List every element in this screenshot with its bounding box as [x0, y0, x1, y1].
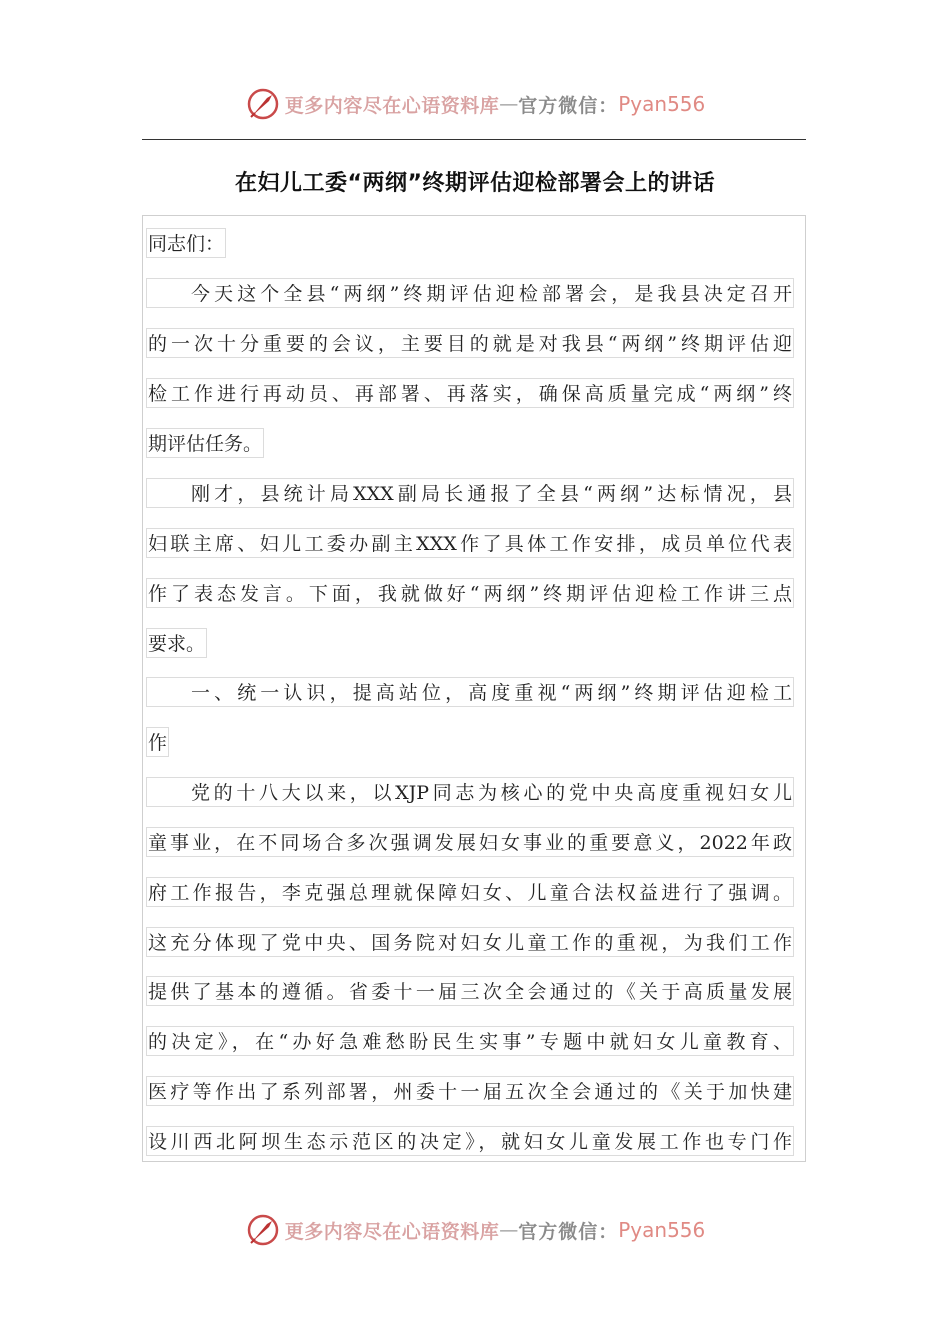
text-line: 作了表态发言。下面，我就做好“两纲”终期评估迎检工作讲三点 [146, 578, 794, 608]
header-divider [142, 139, 806, 140]
header-banner [0, 84, 950, 124]
section-heading-line: 一、统一认识，提高站位，高度重视“两纲”终期评估迎检工 [146, 677, 794, 707]
pen-logo-icon [245, 86, 281, 122]
text-line: 医疗等作出了系列部署，州委十一届五次全会通过的《关于加快建 [146, 1076, 794, 1106]
banner-dash: — [499, 1219, 519, 1241]
banner-wechat-label: 官方微信： [518, 1220, 619, 1243]
footer-banner [0, 1210, 950, 1250]
text-line: 提供了基本的遵循。省委十一届三次全会通过的《关于高质量发展 [146, 976, 794, 1006]
text-line: 的决定》，在“办好急难愁盼民生实事”专题中就妇女儿童教育、 [146, 1026, 794, 1056]
text-line: 童事业，在不同场合多次强调发展妇女事业的重要意义，2022年政 [146, 827, 794, 857]
banner-wechat-id: Pyan556 [618, 92, 706, 116]
text-line: 刚才，县统计局XXX副局长通报了全县“两纲”达标情况，县 [146, 478, 794, 508]
text-line: 要求。 [146, 628, 207, 658]
text-line: 检工作进行再动员、再部署、再落实，确保高质量完成“两纲”终 [146, 378, 794, 408]
text-line: 设川西北阿坝生态示范区的决定》，就妇女儿童发展工作也专门作 [146, 1126, 794, 1156]
section-heading-line: 作 [146, 727, 169, 757]
pen-logo-icon [245, 1212, 281, 1248]
banner-text: 更多内容尽在心语资料库 [284, 1220, 500, 1243]
banner-wechat-label: 官方微信： [518, 94, 619, 117]
salutation-line: 同志们： [146, 228, 226, 258]
text-line: 的一次十分重要的会议，主要目的就是对我县“两纲”终期评估迎 [146, 328, 794, 358]
banner-dash: — [499, 93, 519, 115]
banner-text: 更多内容尽在心语资料库 [284, 94, 500, 117]
text-line: 府工作报告，李克强总理就保障妇女、儿童合法权益进行了强调。 [146, 877, 794, 907]
text-line: 今天这个全县“两纲”终期评估迎检部署会，是我县决定召开 [146, 278, 794, 308]
text-line: 这充分体现了党中央、国务院对妇女儿童工作的重视，为我们工作 [146, 927, 794, 957]
banner-wechat-id: Pyan556 [618, 1218, 706, 1242]
text-line: 期评估任务。 [146, 428, 264, 458]
text-line: 党的十八大以来，以XJP同志为核心的党中央高度重视妇女儿 [146, 777, 794, 807]
text-line: 妇联主席、妇儿工委办副主XXX作了具体工作安排，成员单位代表 [146, 528, 794, 558]
document-title: 在妇儿工委“两纲”终期评估迎检部署会上的讲话 [235, 171, 715, 196]
